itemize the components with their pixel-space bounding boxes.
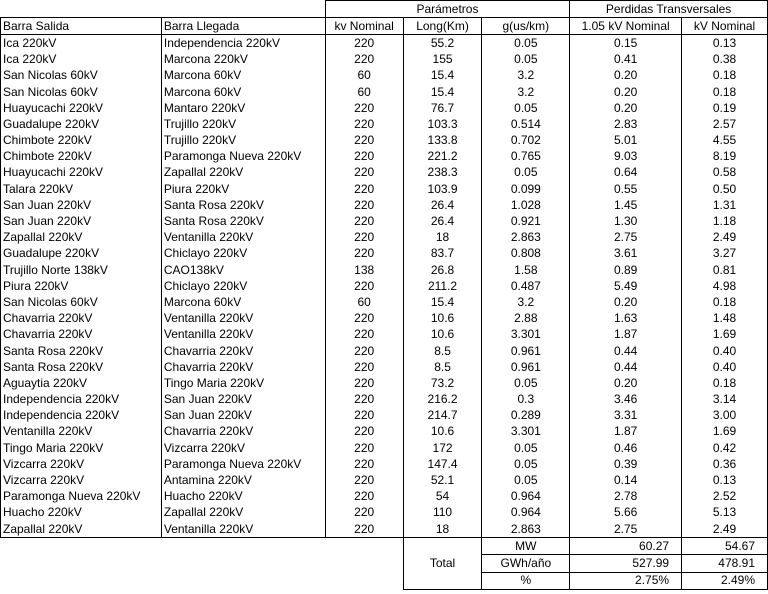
- kv-nominal: 60: [325, 84, 403, 100]
- barra-salida: Vizcarra 220kV: [1, 472, 162, 488]
- perdida-kvnom: 3.00: [682, 408, 768, 424]
- g-us-km: 0.05: [482, 456, 570, 472]
- perdida-105kv: 0.20: [570, 68, 682, 84]
- g-us-km: 0.289: [482, 408, 570, 424]
- kv-nominal: 138: [325, 262, 403, 278]
- g-us-km: 2.863: [482, 230, 570, 246]
- col-kvnom: kV Nominal: [682, 18, 768, 35]
- g-us-km: 0.808: [482, 246, 570, 262]
- long-km: 221.2: [403, 149, 482, 165]
- long-km: 26.8: [403, 262, 482, 278]
- table-row: [1, 181, 768, 197]
- barra-llegada: Chiclayo 220kV: [161, 246, 325, 262]
- long-km: 55.2: [403, 35, 482, 52]
- table-row: [1, 278, 768, 294]
- barra-llegada: San Juan 220kV: [161, 408, 325, 424]
- barra-llegada: Mantaro 220kV: [161, 100, 325, 116]
- table-row: [1, 472, 768, 488]
- table-row: [1, 440, 768, 456]
- col-kv-nominal: kv Nominal: [325, 18, 403, 35]
- totals-105kv: 60.27: [570, 538, 682, 555]
- perdida-105kv: 0.55: [570, 181, 682, 197]
- table-row: [1, 100, 768, 116]
- long-km: 214.7: [403, 408, 482, 424]
- kv-nominal: 220: [325, 133, 403, 149]
- perdida-105kv: 0.64: [570, 165, 682, 181]
- perdida-kvnom: 2.49: [682, 521, 768, 538]
- long-km: 211.2: [403, 278, 482, 294]
- barra-salida: San Nicolas 60kV: [1, 294, 162, 310]
- perdida-105kv: 1.45: [570, 197, 682, 213]
- perdida-kvnom: 4.98: [682, 278, 768, 294]
- col-barra-llegada: Barra Llegada: [161, 18, 325, 35]
- perdida-kvnom: 0.40: [682, 343, 768, 359]
- totals-kvnom: 478.91: [682, 555, 768, 572]
- totals-unit: %: [482, 572, 570, 589]
- totals-spacer: [161, 538, 325, 555]
- perdida-kvnom: 0.50: [682, 181, 768, 197]
- perdida-105kv: 5.66: [570, 505, 682, 521]
- kv-nominal: 220: [325, 327, 403, 343]
- kv-nominal: 220: [325, 165, 403, 181]
- barra-salida: Zapallal 220kV: [1, 230, 162, 246]
- barra-llegada: Zapallal 220kV: [161, 505, 325, 521]
- totals-spacer: [325, 555, 403, 572]
- table-row: [1, 84, 768, 100]
- perdida-105kv: 0.39: [570, 456, 682, 472]
- g-us-km: 0.05: [482, 35, 570, 52]
- group-parametros: Parámetros: [325, 1, 570, 18]
- totals-unit: GWh/año: [482, 555, 570, 572]
- totals-spacer: [1, 572, 162, 589]
- g-us-km: 1.58: [482, 262, 570, 278]
- barra-salida: Huayucachi 220kV: [1, 100, 162, 116]
- g-us-km: 0.921: [482, 213, 570, 229]
- barra-salida: Ventanilla 220kV: [1, 424, 162, 440]
- perdida-105kv: 5.01: [570, 133, 682, 149]
- kv-nominal: 220: [325, 278, 403, 294]
- g-us-km: 2.863: [482, 521, 570, 538]
- perdida-kvnom: 2.52: [682, 489, 768, 505]
- kv-nominal: 220: [325, 230, 403, 246]
- table-row: [1, 35, 768, 52]
- long-km: 26.4: [403, 197, 482, 213]
- kv-nominal: 220: [325, 213, 403, 229]
- g-us-km: 0.05: [482, 52, 570, 68]
- table-row: [1, 149, 768, 165]
- totals-spacer: [161, 572, 325, 589]
- long-km: 76.7: [403, 100, 482, 116]
- totals-row: [1, 555, 768, 572]
- long-km: 8.5: [403, 359, 482, 375]
- barra-salida: Vizcarra 220kV: [1, 456, 162, 472]
- long-km: 52.1: [403, 472, 482, 488]
- barra-llegada: San Juan 220kV: [161, 392, 325, 408]
- table-row: [1, 213, 768, 229]
- barra-llegada: Ventanilla 220kV: [161, 230, 325, 246]
- kv-nominal: 220: [325, 149, 403, 165]
- g-us-km: 0.702: [482, 133, 570, 149]
- perdida-105kv: 1.87: [570, 424, 682, 440]
- perdida-kvnom: 0.81: [682, 262, 768, 278]
- col-barra-salida: Barra Salida: [1, 18, 162, 35]
- perdida-105kv: 0.14: [570, 472, 682, 488]
- table-row: [1, 133, 768, 149]
- perdida-105kv: 0.20: [570, 294, 682, 310]
- kv-nominal: 220: [325, 392, 403, 408]
- header-row: [1, 18, 768, 35]
- barra-llegada: Trujillo 220kV: [161, 116, 325, 132]
- totals-row: [1, 572, 768, 589]
- totals-spacer: [1, 555, 162, 572]
- col-long: Long(Km): [403, 18, 482, 35]
- barra-llegada: Santa Rosa 220kV: [161, 197, 325, 213]
- perdida-kvnom: 2.57: [682, 116, 768, 132]
- perdida-105kv: 2.75: [570, 230, 682, 246]
- kv-nominal: 220: [325, 456, 403, 472]
- perdida-kvnom: 0.38: [682, 52, 768, 68]
- g-us-km: 0.487: [482, 278, 570, 294]
- table-row: [1, 262, 768, 278]
- long-km: 15.4: [403, 294, 482, 310]
- g-us-km: 0.514: [482, 116, 570, 132]
- long-km: 172: [403, 440, 482, 456]
- table-row: [1, 294, 768, 310]
- g-us-km: 0.964: [482, 505, 570, 521]
- long-km: 103.3: [403, 116, 482, 132]
- table-row: [1, 165, 768, 181]
- barra-llegada: Ventanilla 220kV: [161, 521, 325, 538]
- table-row: [1, 456, 768, 472]
- table-row: [1, 521, 768, 538]
- long-km: 18: [403, 230, 482, 246]
- totals-spacer: [1, 538, 162, 555]
- table-row: [1, 505, 768, 521]
- barra-salida: Zapallal 220kV: [1, 521, 162, 538]
- perdida-kvnom: 0.40: [682, 359, 768, 375]
- long-km: 155: [403, 52, 482, 68]
- barra-salida: Piura 220kV: [1, 278, 162, 294]
- g-us-km: 0.961: [482, 343, 570, 359]
- barra-salida: Chimbote 220kV: [1, 149, 162, 165]
- kv-nominal: 220: [325, 116, 403, 132]
- kv-nominal: 220: [325, 472, 403, 488]
- g-us-km: 0.765: [482, 149, 570, 165]
- barra-salida: Santa Rosa 220kV: [1, 359, 162, 375]
- long-km: 18: [403, 521, 482, 538]
- totals-105kv: 2.75%: [570, 572, 682, 589]
- barra-salida: Guadalupe 220kV: [1, 116, 162, 132]
- table-row: [1, 311, 768, 327]
- header-blank: [161, 1, 325, 18]
- perdida-105kv: 2.78: [570, 489, 682, 505]
- perdida-105kv: 2.75: [570, 521, 682, 538]
- long-km: 83.7: [403, 246, 482, 262]
- long-km: 110: [403, 505, 482, 521]
- barra-llegada: Chiclayo 220kV: [161, 278, 325, 294]
- perdida-105kv: 1.87: [570, 327, 682, 343]
- long-km: 54: [403, 489, 482, 505]
- long-km: 15.4: [403, 68, 482, 84]
- barra-llegada: Chavarria 220kV: [161, 359, 325, 375]
- totals-label: Total: [403, 538, 482, 590]
- g-us-km: 0.964: [482, 489, 570, 505]
- barra-salida: San Juan 220kV: [1, 197, 162, 213]
- perdida-kvnom: 1.18: [682, 213, 768, 229]
- perdida-kvnom: 1.69: [682, 424, 768, 440]
- perdida-kvnom: 1.48: [682, 311, 768, 327]
- group-perdidas: Perdidas Transversales: [570, 1, 768, 18]
- perdida-105kv: 0.44: [570, 359, 682, 375]
- long-km: 8.5: [403, 343, 482, 359]
- perdida-105kv: 0.89: [570, 262, 682, 278]
- barra-salida: Independencia 220kV: [1, 408, 162, 424]
- long-km: 133.8: [403, 133, 482, 149]
- barra-llegada: Antamina 220kV: [161, 472, 325, 488]
- kv-nominal: 220: [325, 440, 403, 456]
- perdida-kvnom: 0.13: [682, 472, 768, 488]
- perdida-kvnom: 0.18: [682, 375, 768, 391]
- g-us-km: 0.05: [482, 165, 570, 181]
- totals-105kv: 527.99: [570, 555, 682, 572]
- perdida-kvnom: 0.18: [682, 294, 768, 310]
- barra-llegada: Marcona 60kV: [161, 84, 325, 100]
- long-km: 10.6: [403, 311, 482, 327]
- barra-salida: Tingo Maria 220kV: [1, 440, 162, 456]
- barra-salida: San Nicolas 60kV: [1, 84, 162, 100]
- g-us-km: 0.05: [482, 100, 570, 116]
- perdida-kvnom: 0.36: [682, 456, 768, 472]
- perdida-kvnom: 3.14: [682, 392, 768, 408]
- g-us-km: 0.05: [482, 375, 570, 391]
- g-us-km: 0.05: [482, 440, 570, 456]
- perdida-kvnom: 8.19: [682, 149, 768, 165]
- perdida-105kv: 0.46: [570, 440, 682, 456]
- perdida-kvnom: 0.13: [682, 35, 768, 52]
- kv-nominal: 60: [325, 68, 403, 84]
- table-row: [1, 197, 768, 213]
- kv-nominal: 220: [325, 197, 403, 213]
- kv-nominal: 220: [325, 521, 403, 538]
- barra-llegada: Marcona 60kV: [161, 68, 325, 84]
- barra-llegada: Piura 220kV: [161, 181, 325, 197]
- table-row: [1, 230, 768, 246]
- long-km: 103.9: [403, 181, 482, 197]
- perdida-kvnom: 0.19: [682, 100, 768, 116]
- table-row: [1, 68, 768, 84]
- barra-salida: Aguaytia 220kV: [1, 375, 162, 391]
- perdida-kvnom: 2.49: [682, 230, 768, 246]
- g-us-km: 0.05: [482, 472, 570, 488]
- kv-nominal: 220: [325, 424, 403, 440]
- barra-salida: San Juan 220kV: [1, 213, 162, 229]
- perdida-kvnom: 5.13: [682, 505, 768, 521]
- table-row: [1, 375, 768, 391]
- perdida-kvnom: 4.55: [682, 133, 768, 149]
- g-us-km: 3.2: [482, 84, 570, 100]
- kv-nominal: 220: [325, 311, 403, 327]
- table-row: [1, 327, 768, 343]
- barra-salida: Paramonga Nueva 220kV: [1, 489, 162, 505]
- totals-kvnom: 2.49%: [682, 572, 768, 589]
- g-us-km: 0.961: [482, 359, 570, 375]
- perdida-105kv: 3.46: [570, 392, 682, 408]
- perdida-105kv: 0.20: [570, 375, 682, 391]
- barra-llegada: Independencia 220kV: [161, 35, 325, 52]
- barra-salida: Chimbote 220kV: [1, 133, 162, 149]
- barra-llegada: Tingo Maria 220kV: [161, 375, 325, 391]
- perdida-kvnom: 0.42: [682, 440, 768, 456]
- g-us-km: 0.099: [482, 181, 570, 197]
- table-row: [1, 359, 768, 375]
- perdida-105kv: 1.30: [570, 213, 682, 229]
- perdida-kvnom: 3.27: [682, 246, 768, 262]
- barra-salida: Ica 220kV: [1, 35, 162, 52]
- barra-llegada: CAO138kV: [161, 262, 325, 278]
- perdida-105kv: 3.61: [570, 246, 682, 262]
- kv-nominal: 220: [325, 52, 403, 68]
- barra-llegada: Marcona 60kV: [161, 294, 325, 310]
- header-group-row: [1, 1, 768, 18]
- col-105kv: 1.05 kV Nominal: [570, 18, 682, 35]
- barra-llegada: Ventanilla 220kV: [161, 311, 325, 327]
- barra-llegada: Paramonga Nueva 220kV: [161, 149, 325, 165]
- barra-salida: San Nicolas 60kV: [1, 68, 162, 84]
- long-km: 26.4: [403, 213, 482, 229]
- totals-spacer: [325, 538, 403, 555]
- long-km: 15.4: [403, 84, 482, 100]
- table-row: [1, 343, 768, 359]
- perdida-kvnom: 0.18: [682, 84, 768, 100]
- barra-salida: Trujillo Norte 138kV: [1, 262, 162, 278]
- barra-llegada: Santa Rosa 220kV: [161, 213, 325, 229]
- kv-nominal: 220: [325, 181, 403, 197]
- long-km: 73.2: [403, 375, 482, 391]
- kv-nominal: 220: [325, 505, 403, 521]
- long-km: 147.4: [403, 456, 482, 472]
- g-us-km: 3.301: [482, 424, 570, 440]
- table-row: [1, 246, 768, 262]
- g-us-km: 3.2: [482, 294, 570, 310]
- long-km: 216.2: [403, 392, 482, 408]
- col-g: g(us/km): [482, 18, 570, 35]
- kv-nominal: 220: [325, 359, 403, 375]
- barra-salida: Independencia 220kV: [1, 392, 162, 408]
- perdida-105kv: 0.15: [570, 35, 682, 52]
- perdida-105kv: 0.44: [570, 343, 682, 359]
- kv-nominal: 220: [325, 35, 403, 52]
- barra-llegada: Chavarria 220kV: [161, 343, 325, 359]
- barra-salida: Ica 220kV: [1, 52, 162, 68]
- barra-llegada: Trujillo 220kV: [161, 133, 325, 149]
- barra-llegada: Vizcarra 220kV: [161, 440, 325, 456]
- table-row: [1, 408, 768, 424]
- barra-llegada: Paramonga Nueva 220kV: [161, 456, 325, 472]
- g-us-km: 2.88: [482, 311, 570, 327]
- long-km: 238.3: [403, 165, 482, 181]
- totals-spacer: [161, 555, 325, 572]
- totals-unit: MW: [482, 538, 570, 555]
- totals-spacer: [325, 572, 403, 589]
- kv-nominal: 220: [325, 100, 403, 116]
- table-row: [1, 489, 768, 505]
- kv-nominal: 220: [325, 375, 403, 391]
- barra-llegada: Marcona 220kV: [161, 52, 325, 68]
- barra-llegada: Ventanilla 220kV: [161, 327, 325, 343]
- kv-nominal: 220: [325, 408, 403, 424]
- g-us-km: 3.2: [482, 68, 570, 84]
- long-km: 10.6: [403, 424, 482, 440]
- g-us-km: 3.301: [482, 327, 570, 343]
- perdida-105kv: 1.63: [570, 311, 682, 327]
- perdida-105kv: 0.41: [570, 52, 682, 68]
- barra-llegada: Chavarria 220kV: [161, 424, 325, 440]
- barra-salida: Huacho 220kV: [1, 505, 162, 521]
- table-row: [1, 52, 768, 68]
- header-blank: [1, 1, 162, 18]
- barra-salida: Talara 220kV: [1, 181, 162, 197]
- totals-kvnom: 54.67: [682, 538, 768, 555]
- g-us-km: 0.3: [482, 392, 570, 408]
- kv-nominal: 220: [325, 489, 403, 505]
- table-row: [1, 424, 768, 440]
- totals-row: [1, 538, 768, 555]
- barra-llegada: Huacho 220kV: [161, 489, 325, 505]
- perdida-105kv: 9.03: [570, 149, 682, 165]
- barra-salida: Guadalupe 220kV: [1, 246, 162, 262]
- perdida-105kv: 5.49: [570, 278, 682, 294]
- barra-salida: Huayucachi 220kV: [1, 165, 162, 181]
- kv-nominal: 220: [325, 246, 403, 262]
- kv-nominal: 220: [325, 343, 403, 359]
- barra-llegada: Zapallal 220kV: [161, 165, 325, 181]
- kv-nominal: 60: [325, 294, 403, 310]
- barra-salida: Chavarria 220kV: [1, 327, 162, 343]
- perdida-kvnom: 1.31: [682, 197, 768, 213]
- g-us-km: 1.028: [482, 197, 570, 213]
- perdida-105kv: 2.83: [570, 116, 682, 132]
- perdida-kvnom: 0.18: [682, 68, 768, 84]
- barra-salida: Chavarria 220kV: [1, 311, 162, 327]
- table-row: [1, 116, 768, 132]
- perdida-kvnom: 1.69: [682, 327, 768, 343]
- perdida-105kv: 0.20: [570, 100, 682, 116]
- table-row: [1, 392, 768, 408]
- perdida-105kv: 3.31: [570, 408, 682, 424]
- perdida-kvnom: 0.58: [682, 165, 768, 181]
- long-km: 10.6: [403, 327, 482, 343]
- perdida-105kv: 0.20: [570, 84, 682, 100]
- barra-salida: Santa Rosa 220kV: [1, 343, 162, 359]
